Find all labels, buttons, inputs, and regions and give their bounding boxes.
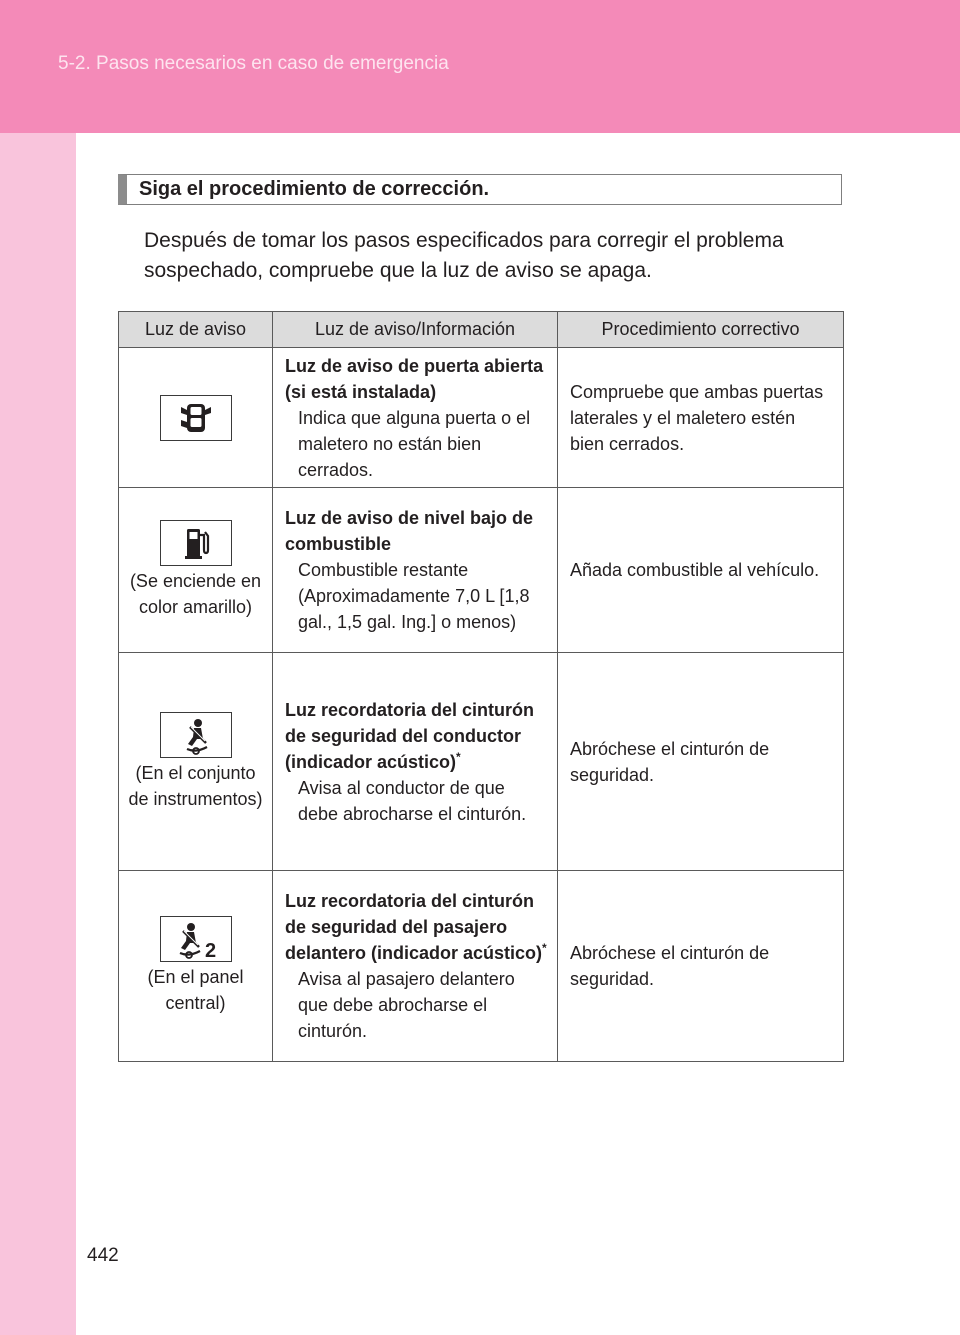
column-header: Procedimiento correctivo bbox=[558, 312, 844, 348]
column-header: Luz de aviso bbox=[119, 312, 273, 348]
warning-description: Avisa al pasajero delantero que debe abrocharse el cinturón. bbox=[298, 969, 515, 1041]
warning-description: Avisa al conductor de que debe abrocharse el cinturón. bbox=[298, 777, 527, 824]
side-strip bbox=[0, 133, 76, 1335]
table-row bbox=[119, 871, 844, 1062]
table-row bbox=[119, 488, 844, 653]
passenger-icon-digit: 2 bbox=[204, 940, 216, 961]
info-cell bbox=[273, 348, 558, 488]
section-heading-text: Siga el procedimiento de corrección. bbox=[139, 178, 490, 200]
footnote-marker: * bbox=[456, 749, 461, 764]
action-cell: Añada combustible al vehículo. bbox=[558, 488, 844, 653]
header-title: 5-2. Pasos necesarios en caso de emergencia bbox=[58, 53, 449, 74]
seatbelt-passenger-icon bbox=[160, 916, 232, 962]
action-cell: Compruebe que ambas puertas laterales y el maletero estén bien cerrados. bbox=[558, 348, 844, 488]
warning-title-text: Luz recordatoria del cinturón de seguridad del conductor (indicador acústico) bbox=[285, 699, 535, 772]
warning-title: Luz de aviso de nivel bajo de combustible bbox=[285, 508, 534, 554]
table-header-row bbox=[119, 312, 844, 348]
warning-lights-table bbox=[118, 311, 844, 1062]
header-band bbox=[0, 0, 960, 133]
icon-cell bbox=[119, 348, 273, 488]
column-header: Luz de aviso/Información bbox=[273, 312, 558, 348]
door-open-warning-icon bbox=[160, 395, 232, 441]
action-cell: Abróchese el cinturón de seguridad. bbox=[558, 653, 844, 871]
seatbelt-driver-icon bbox=[160, 712, 232, 758]
info-cell bbox=[273, 488, 558, 653]
info-cell bbox=[273, 653, 558, 871]
icon-cell bbox=[119, 653, 273, 871]
warning-title-text: Luz recordatoria del cinturón de seguridad del pasajero delantero (indicador acústico) bbox=[285, 891, 543, 963]
footnote-marker: * bbox=[542, 941, 547, 955]
action-cell: Abróchese el cinturón de seguridad. bbox=[558, 871, 844, 1062]
section-heading bbox=[118, 174, 842, 205]
table-row bbox=[119, 348, 844, 488]
info-cell bbox=[273, 871, 558, 1062]
intro-paragraph: Después de tomar los pasos especificados para corregir el problema sospechado, compruebe que la luz de aviso se apaga. bbox=[144, 229, 784, 282]
page-number: 442 bbox=[87, 1245, 119, 1266]
table-row bbox=[119, 653, 844, 871]
warning-title: Luz de aviso de puerta abierta (si está instalada) bbox=[285, 355, 544, 402]
icon-cell bbox=[119, 871, 273, 1062]
warning-description: Indica que alguna puerta o el maletero no están bien cerrados. bbox=[298, 407, 531, 480]
fuel-pump-icon bbox=[160, 520, 232, 566]
icon-caption: (Se enciende en color amarillo) bbox=[129, 571, 262, 617]
icon-caption: (En el panel central) bbox=[147, 967, 244, 1013]
icon-cell bbox=[119, 488, 273, 653]
icon-caption: (En el conjunto de instrumentos) bbox=[128, 762, 263, 809]
warning-title bbox=[285, 697, 547, 775]
warning-title bbox=[285, 888, 547, 966]
warning-description: Combustible restante (Aproximadamente 7,0 L [1,8 gal., 1,5 gal. Ing.] o menos) bbox=[298, 560, 530, 632]
